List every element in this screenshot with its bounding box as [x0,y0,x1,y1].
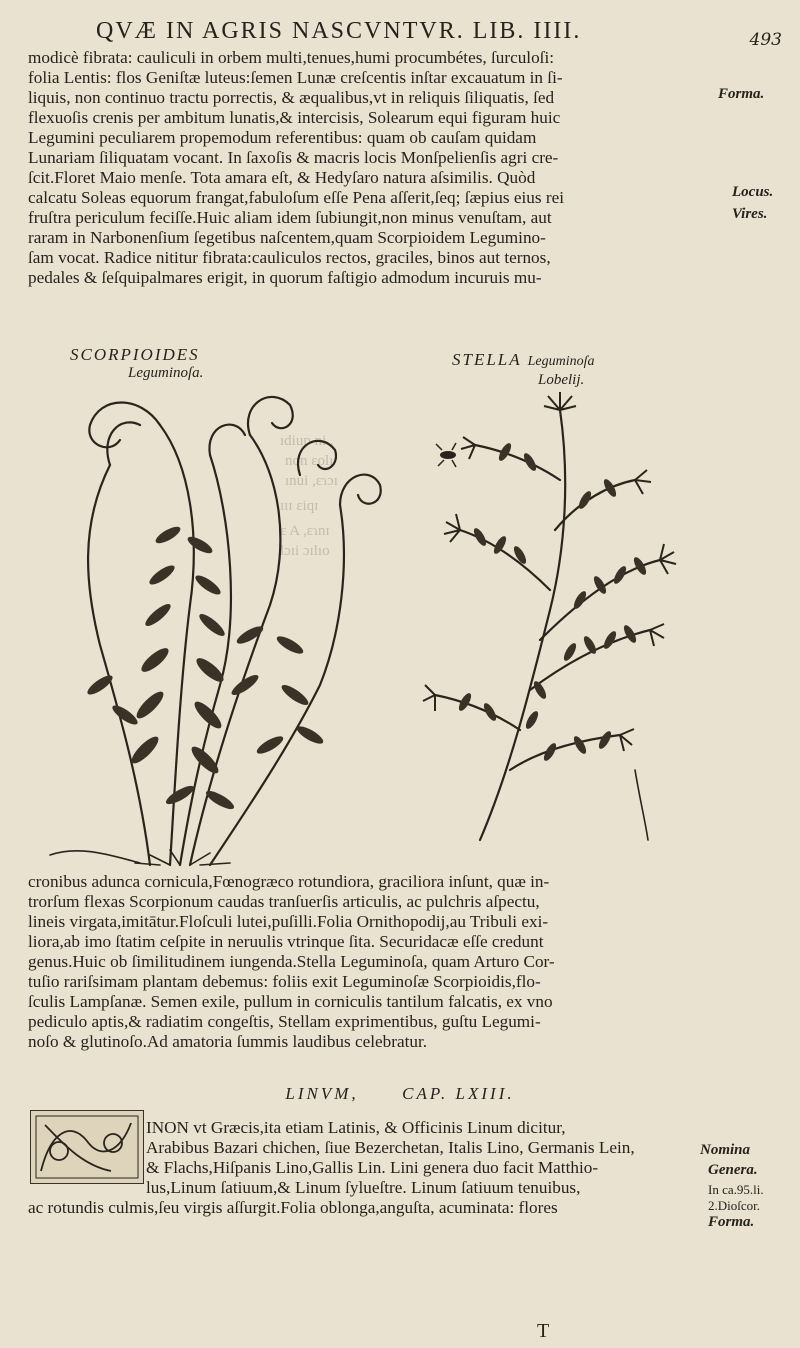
svg-text:ıdiup ni .: ıdiup ni . [280,433,334,449]
text-block-top [28,48,700,288]
text-line: raram in Narbonenſium ſegetibus naſcentem,quam Scorpioidem Legumino- [28,228,546,247]
margin-note-nomina: Nomina [700,1142,751,1158]
text-line: folia Lentis: flos Geniſtæ luteus:ſemen Lunæ creſcentis inſtar excauatum in ſi- [28,68,563,87]
running-title: QVÆ IN AGRIS NASCVNTVR. LIB. IIII. [96,18,582,44]
page-number: 493 [749,30,782,50]
text-line: flexuoſis crenis per ambitum lunatis,& intercisis, Solearum equi figuram huic [28,108,561,127]
text-line: fruſtra periculum feciſſe.Huic aliam idem ſubiungit,non minus venuſtam, aut [28,208,552,227]
text-line: INON vt Græcis,ita etiam Latinis, & Officinis Linum dicitur, [146,1118,566,1137]
text-line: Legumini peculiarem propemodum referentibus: quam ob cauſam quidam [28,128,537,147]
svg-text:lɔɪi ɔɪlıo: lɔɪi ɔɪlıo [280,543,330,559]
ornament-scroll-icon [31,1111,143,1183]
chapter-number: CAP. LXIII. [402,1084,515,1103]
text-block-middle [28,872,700,1052]
figure-subtitle-stella: Lobelij. [538,372,585,388]
chapter-title: LINVM, [285,1084,359,1103]
text-line: genus.Huic ob ſimilitudinem iungenda.Stella Leguminoſa, quam Arturo Cor- [28,952,555,971]
text-line: trorſum flexas Scorpionum caudas tranſuerſis articulis, ac pulchris aſpectu, [28,892,540,911]
margin-note-ref2: 2.Dioſcor. [708,1198,760,1213]
margin-note-forma-bottom: Forma. [708,1214,755,1230]
text-line: liora,ab imo ſtatim ceſpite in neruulis vtrinque ſita. Securidacæ eſſe credunt [28,932,544,951]
figure-title-stella-suffix: Leguminoſa [527,354,595,369]
text-line: pedales & ſeſquipalmares erigit, in quorum faſtigio admodum incuruis mu- [28,268,542,287]
figure-title-scorpioides: SCORPIOIDES [70,345,200,364]
text-line: noſo & glutinoſo.Ad amatoria ſummis laudibus celebratur. [28,1032,428,1051]
figure-subtitle-scorpioides: Leguminoſa. [128,365,204,381]
text-line: Arabibus Bazari chichen, ſiue Bezerchetan, Italis Lino, Germanis Lein, [146,1138,635,1157]
text-line: pediculo aptis,& radiatim congeſtis, Stellam exprimentibus, guſtu Legumi- [28,1012,541,1031]
text-line: ſcit.Floret Maio menſe. Tota amara eſt, & Hedyſaro natura aſsimilis. Quòd [28,168,536,187]
text-line: tuſio rariſsimam plantam debemus: foliis exit Leguminoſæ Scorpioidis,flo- [28,972,541,991]
svg-text:ɪɪɪ ɛiqɪ: ɪɪɪ ɛiqɪ [280,498,319,514]
decorated-initial-ornament [30,1110,144,1184]
text-line: lineis virgata,imitātur.Floſculi lutei,puſilli.Folia Ornithopodij,au Tribuli exi- [28,912,549,931]
text-line: lus,Linum ſatiuum,& Linum ſylueſtre. Linum ſatiuum tenuibus, [146,1178,581,1197]
stella-leguminosa-woodcut-illustration [420,390,690,845]
text-block-chapter [146,1118,686,1198]
svg-text:ınui ,ɛɿɔı: ınui ,ɛɿɔı [285,473,338,489]
figure-title-stella [452,350,594,370]
margin-note-vires: Vires. [732,206,768,222]
text-line: cronibus adunca cornicula,Fœnogræco rotundiora, graciliora inſunt, quæ in- [28,872,550,891]
figure-title-stella-name: STELLA [452,350,522,369]
text-line: ſam vocat. Radice nititur fibrata:cauliculos rectos, graciles, binos aut ternos, [28,248,551,267]
text-line: calcatu Soleas equorum frangat,fabuloſum eſſe Pena aſſerit,ſeq; ſæpius eius rei [28,188,564,207]
margin-note-locus: Locus. [732,184,774,200]
text-line: & Flachs,Hiſpanis Lino,Gallis Lin. Lini genera duo facit Matthio- [146,1158,599,1177]
svg-text:non ɛolı: non ɛolı [285,453,334,469]
text-line: modicè fibrata: cauliculi in orbem multi,tenues,humi procumbétes, ſurculoſi: [28,48,554,67]
svg-text:ɛ A ,ɛɿnɪ: ɛ A ,ɛɿnɪ [280,523,330,539]
text-block-chapter-cont [28,1198,704,1218]
margin-note-ref1: In ca.95.li. [708,1182,764,1197]
margin-note-forma: Forma. [718,86,765,102]
text-line: ſculis Lampſanæ. Semen exile, pullum in corniculis tantilum falcatis, ex vno [28,992,553,1011]
text-line: Lunariam ſiliquatam vocant. In ſaxoſis & macris locis Monſpelienſis agri cre- [28,148,559,167]
scorpioides-woodcut-illustration [40,385,410,870]
signature-mark: T [537,1320,550,1342]
margin-note-genera: Genera. [708,1162,758,1178]
chapter-heading [0,1084,800,1104]
text-line: ac rotundis culmis,ſeu virgis aſſurgit.Folia oblonga,anguſta, acuminata: flores [28,1198,558,1217]
text-line: liquis, non continuo tractu porrectis, & æqualibus,vt in reliquis ſiliquatis, ſed [28,88,555,107]
